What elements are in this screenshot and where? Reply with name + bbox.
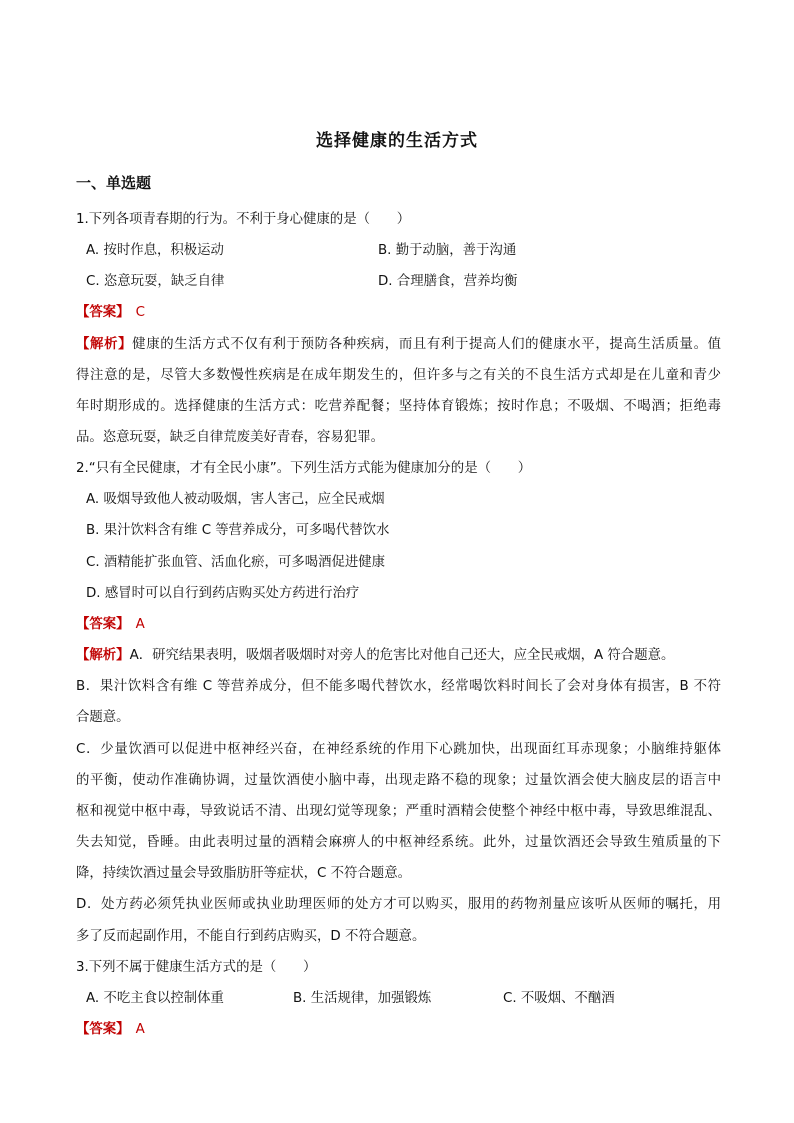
q1-analysis-line: 年时期形成的。选择健康的生活方式：吃营养配餐；坚持体育锻炼；按时作息；不吸烟、不喝酒；拒绝毒 — [76, 399, 721, 414]
q2-analysis-line: 【解析】A．研究结果表明，吸烟者吸烟时对旁人的危害比对他自己还大，应全民戒烟，A 符合题意。 — [76, 648, 675, 663]
answer-value: A — [135, 1022, 145, 1037]
q2-answer — [76, 616, 721, 634]
section-heading: 一、单选题 — [76, 174, 152, 192]
analysis-label: 【解析】 — [76, 648, 130, 663]
q2-analysis-line: C．少量饮酒可以促进中枢神经兴奋，在神经系统的作用下心跳加快，出现面红耳赤现象；小脑维持躯体 — [76, 742, 721, 757]
q3-option-b: B. 生活规律，加强锻炼 — [293, 991, 432, 1006]
question-2-stem: 2.“只有全民健康，才有全民小康”。下列生活方式能为健康加分的是（ ） — [76, 461, 532, 476]
q2-analysis-line: 枢和视觉中枢中毒，导致说话不清、出现幻觉等现象；严重时酒精会使整个神经中枢中毒，导致思维混乱、 — [76, 804, 721, 819]
q3-option-a: A. 不吃主食以控制体重 — [86, 991, 224, 1006]
q2-analysis-line: D．处方药必须凭执业医师或执业助理医师的处方才可以购买，服用的药物剂量应该听从医师的嘱托，用 — [76, 897, 721, 912]
analysis-label: 【解析】 — [76, 337, 133, 352]
answer-value: C — [135, 305, 145, 320]
answer-value: A — [135, 617, 145, 632]
q1-analysis-line: 品。恣意玩耍，缺乏自律荒废美好青春，容易犯罪。 — [76, 430, 384, 445]
q1-option-d: D. 合理膳食，营养均衡 — [378, 274, 518, 289]
q1-option-b: B. 勤于动脑，善于沟通 — [378, 243, 517, 258]
q1-answer — [76, 304, 721, 322]
q2-analysis-line: B．果汁饮料含有维 C 等营养成分，但不能多喝代替饮水，经常喝饮料时间长了会对身体有损害，B 不符 — [76, 679, 721, 694]
q1-option-a: A. 按时作息，积极运动 — [86, 243, 224, 258]
page-title: 选择健康的生活方式 — [316, 131, 478, 151]
q2-analysis-line: 失去知觉，昏睡。由此表明过量的酒精会麻痹人的中枢神经系统。此外，过量饮酒还会导致生殖质量的下 — [76, 835, 721, 850]
q1-analysis-line: 得注意的是，尽管大多数慢性疾病是在成年期发生的，但许多与之有关的不良生活方式却是在儿童和青少 — [76, 368, 721, 383]
q2-option-c: C. 酒精能扩张血管、活血化瘀，可多喝酒促进健康 — [86, 555, 386, 570]
answer-label: 【答案】 — [76, 617, 130, 632]
q2-analysis-line: 合题意。 — [76, 710, 130, 725]
answer-label: 【答案】 — [76, 305, 130, 320]
q2-analysis-line: 降，持续饮酒过量会导致脂肪肝等症状，C 不符合题意。 — [76, 866, 411, 881]
q1-option-c: C. 恣意玩耍，缺乏自律 — [86, 274, 225, 289]
q1-analysis-line: 【解析】健康的生活方式不仅有利于预防各种疾病，而且有利于提高人们的健康水平，提高生活质量。值 — [76, 337, 721, 352]
question-3-stem: 3.下列不属于健康生活方式的是（ ） — [76, 960, 317, 975]
q2-option-b: B. 果汁饮料含有维 C 等营养成分，可多喝代替饮水 — [86, 523, 390, 538]
question-1-stem: 1.下列各项青春期的行为。不利于身心健康的是（ ） — [76, 212, 411, 227]
q3-answer — [76, 1021, 721, 1039]
q3-option-c: C. 不吸烟、不酗酒 — [503, 991, 615, 1006]
q2-option-d: D. 感冒时可以自行到药店购买处方药进行治疗 — [86, 586, 360, 601]
q2-analysis-line: 的平衡，使动作准确协调，过量饮酒使小脑中毒，出现走路不稳的现象；过量饮酒会使大脑皮层的语言中 — [76, 773, 721, 788]
answer-label: 【答案】 — [76, 1022, 130, 1037]
q2-option-a: A. 吸烟导致他人被动吸烟，害人害己，应全民戒烟 — [86, 492, 385, 507]
q2-analysis-line: 多了反而起副作用，不能自行到药店购买，D 不符合题意。 — [76, 929, 426, 944]
